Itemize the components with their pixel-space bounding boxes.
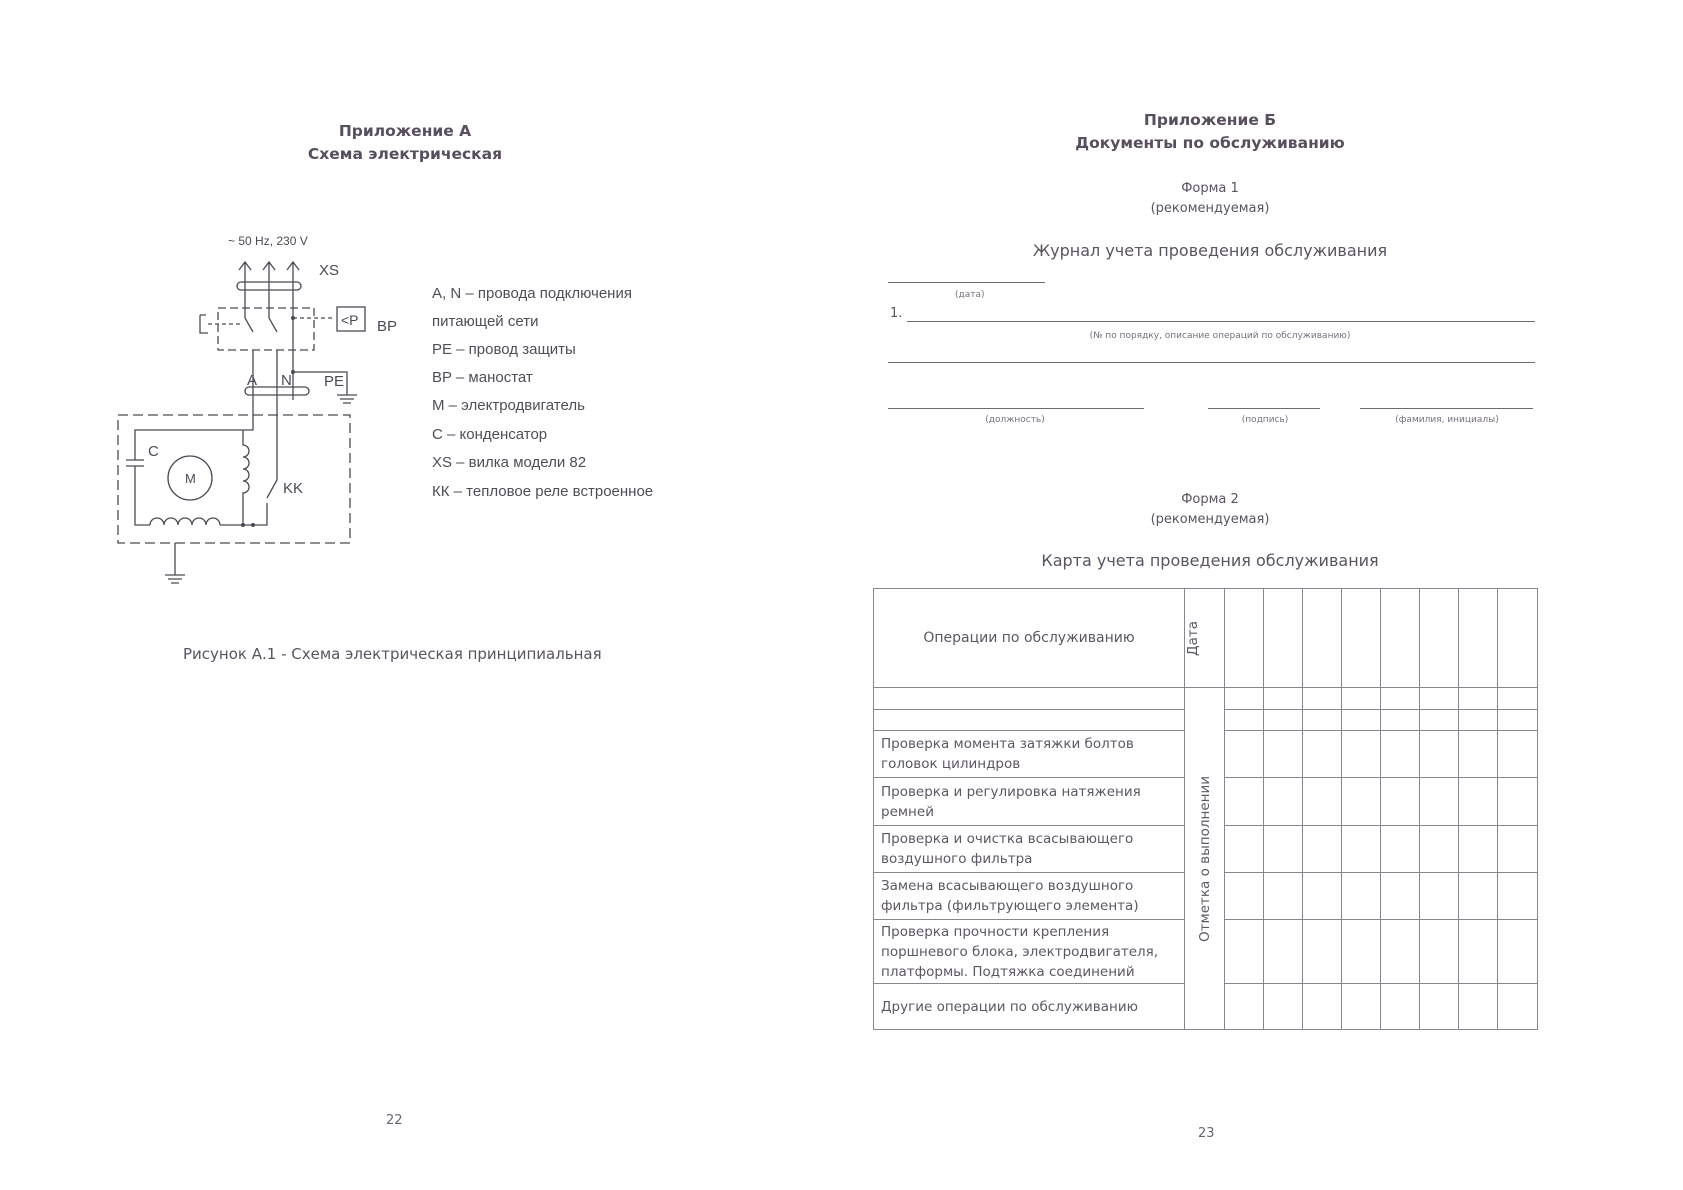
pe-label: PE xyxy=(324,373,345,390)
legend-line: питающей сети xyxy=(432,313,539,330)
table-row: Проверка прочности крепления поршневого блока, электродвигателя, платформы. Подтяжка соединений xyxy=(874,920,1538,984)
a-label: A xyxy=(247,372,258,389)
legend-line: С – конденсатор xyxy=(432,426,548,443)
item-number: 1. xyxy=(890,306,903,321)
legend-line: М – электродвигатель xyxy=(432,397,585,414)
left-page xyxy=(0,0,840,1190)
date-caption: (дата) xyxy=(955,290,985,300)
form2-note: (рекомендуемая) xyxy=(1150,512,1270,527)
operation-line xyxy=(907,321,1535,322)
position-caption: (должность) xyxy=(985,415,1045,425)
legend-line: BP – маностат xyxy=(432,369,533,386)
name-line xyxy=(1360,408,1533,409)
m-label: M xyxy=(185,471,196,486)
table-row xyxy=(874,688,1538,710)
page-number: 23 xyxy=(1198,1126,1215,1141)
supply-label: ~ 50 Hz, 230 V xyxy=(228,234,308,248)
maintenance-card-table xyxy=(873,588,1538,1030)
date-line xyxy=(888,282,1045,283)
operation-caption: (№ по порядку, описание операций по обслуживанию) xyxy=(1089,331,1351,341)
appendix-a-subtitle: Схема электрическая xyxy=(307,145,503,163)
name-caption: (фамилия, инициалы) xyxy=(1395,415,1499,425)
kk-label: KK xyxy=(283,480,304,497)
table-header-row xyxy=(874,589,1538,688)
xs-label: XS xyxy=(319,262,340,279)
form1-title: Журнал учета проведения обслуживания xyxy=(1032,241,1388,260)
bp-box-label: <P xyxy=(341,312,359,328)
form1-label: Форма 1 xyxy=(1181,181,1239,196)
page-number: 22 xyxy=(386,1113,403,1128)
header-date: Дата xyxy=(1185,620,1201,656)
appendix-b-subtitle: Документы по обслуживанию xyxy=(1075,134,1345,152)
form2-label: Форма 2 xyxy=(1181,492,1239,507)
form2-title: Карта учета проведения обслуживания xyxy=(1041,551,1379,570)
electrical-schematic xyxy=(110,225,400,595)
table-row: Проверка и очистка всасывающего воздушного фильтра xyxy=(874,826,1538,873)
operation-line-2 xyxy=(888,362,1535,363)
header-operations: Операции по обслуживанию xyxy=(874,589,1185,688)
figure-caption: Рисунок А.1 - Схема электрическая принципиальная xyxy=(183,645,602,663)
legend-line: КК – тепловое реле встроенное xyxy=(432,483,654,500)
position-line xyxy=(888,408,1144,409)
table-row: Другие операции по обслуживанию xyxy=(874,984,1538,1030)
legend-line: A, N – провода подключения xyxy=(432,285,632,302)
legend-line: PE – провод защиты xyxy=(432,341,576,358)
mark-label: Отметка о выполнении xyxy=(1196,775,1213,942)
n-label: N xyxy=(281,372,292,389)
c-label: C xyxy=(148,443,159,460)
bp-label: BP xyxy=(377,318,398,335)
mark-cell xyxy=(1185,688,1225,1030)
table-row: Проверка и регулировка натяжения ремней xyxy=(874,778,1538,826)
table-row: Проверка момента затяжки болтов головок цилиндров xyxy=(874,731,1538,778)
signature-line xyxy=(1208,408,1320,409)
legend-line: XS – вилка модели 82 xyxy=(432,454,587,471)
signature-caption: (подпись) xyxy=(1241,415,1289,425)
form1-note: (рекомендуемая) xyxy=(1150,201,1270,216)
table-row: Замена всасывающего воздушного фильтра (фильтрующего элемента) xyxy=(874,873,1538,920)
header-date-cell xyxy=(1185,589,1225,688)
appendix-b-title: Приложение Б xyxy=(1143,111,1277,129)
appendix-a-title: Приложение А xyxy=(338,122,472,140)
